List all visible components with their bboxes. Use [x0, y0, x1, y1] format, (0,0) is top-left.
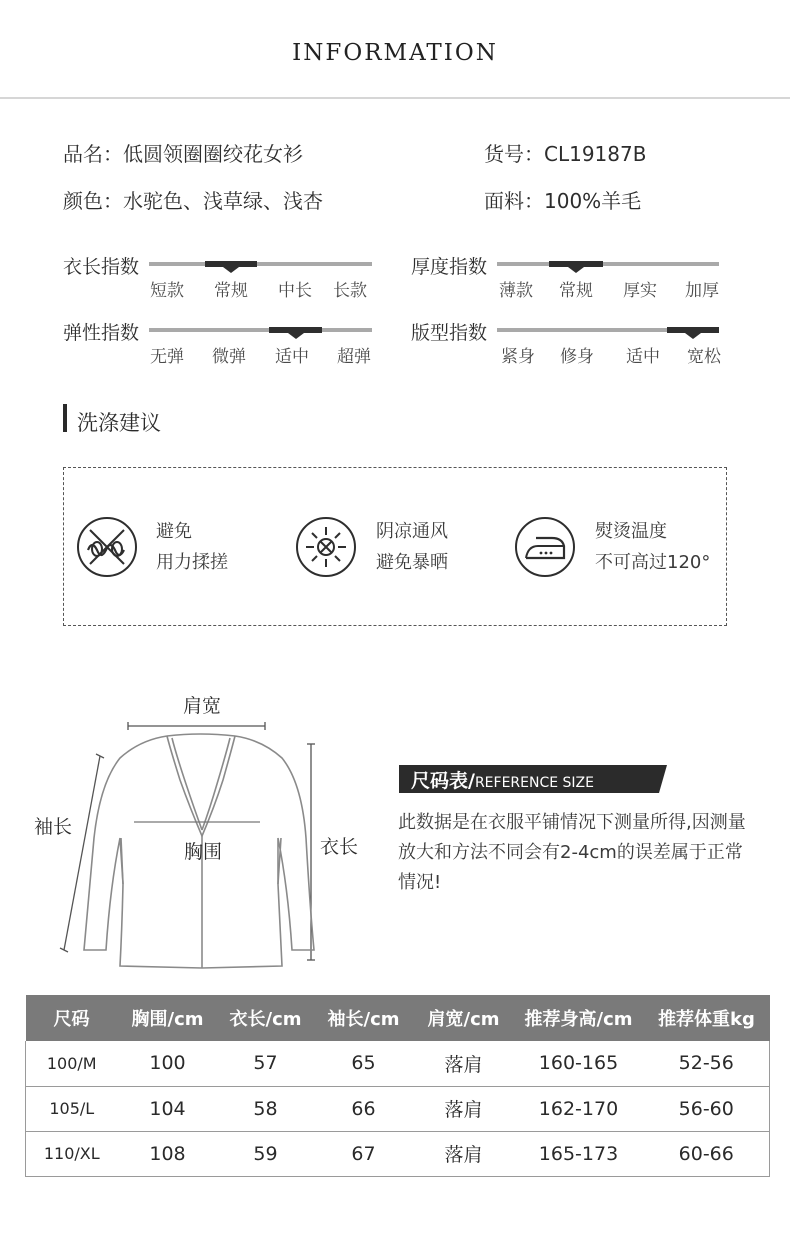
section-marker — [63, 404, 67, 432]
label-length: 衣长 — [320, 836, 359, 858]
label-sleeve: 袖长 — [34, 816, 73, 838]
scale-elasticity — [63, 318, 383, 368]
scale-option: 超弹 — [337, 347, 371, 367]
table-cell: 60-66 — [644, 1131, 770, 1176]
table-cell: 104 — [118, 1086, 218, 1131]
scale-marker — [549, 261, 603, 267]
scale-bar — [149, 328, 372, 332]
wash-tip — [595, 516, 710, 578]
scale-bar — [149, 262, 372, 266]
wash-tip — [156, 516, 228, 578]
table-cell: 58 — [218, 1086, 314, 1131]
table-header-cell: 尺码 — [26, 995, 118, 1041]
no-wring-icon — [76, 516, 138, 578]
table-row — [26, 1086, 770, 1131]
table-cell: 66 — [314, 1086, 414, 1131]
wash-tip-line: 熨烫温度 — [595, 521, 667, 542]
scale-label: 版型指数 — [411, 322, 488, 344]
scale-option: 微弹 — [212, 347, 246, 367]
scale-option: 紧身 — [501, 347, 535, 367]
label-shoulder: 肩宽 — [183, 695, 222, 717]
table-cell: 67 — [314, 1131, 414, 1176]
scale-option: 薄款 — [499, 281, 533, 301]
size-chart-title — [411, 766, 594, 793]
section-title-wash: 洗涤建议 — [77, 411, 161, 435]
scale-option: 修身 — [560, 347, 594, 367]
table-cell: 108 — [118, 1131, 218, 1176]
scale-option: 厚实 — [623, 281, 657, 301]
table-header-row — [26, 995, 770, 1041]
scale-option: 常规 — [559, 281, 593, 301]
scale-label: 衣长指数 — [63, 256, 140, 278]
table-cell: 100/M — [26, 1041, 118, 1086]
table-cell: 110/XL — [26, 1131, 118, 1176]
wash-tip-line: 避免 — [156, 521, 192, 542]
wash-tip — [376, 516, 448, 578]
wash-tip-line: 用力揉搓 — [156, 552, 228, 573]
size-chart-title-cn: 尺码表/ — [411, 770, 475, 792]
scale-marker — [667, 327, 719, 333]
scale-marker — [205, 261, 257, 267]
table-header-cell: 袖长/cm — [314, 995, 414, 1041]
scale-option: 常规 — [214, 281, 248, 301]
table-cell: 落肩 — [414, 1131, 514, 1176]
table-cell: 56-60 — [644, 1086, 770, 1131]
scale-option: 短款 — [150, 281, 184, 301]
scale-label: 厚度指数 — [411, 256, 488, 278]
table-cell: 165-173 — [514, 1131, 644, 1176]
table-header-cell: 推荐身高/cm — [514, 995, 644, 1041]
product-name: 品名：低圆领圈圈绞花女衫 — [63, 142, 303, 166]
size-table — [25, 995, 770, 1177]
table-row — [26, 1131, 770, 1176]
table-cell: 52-56 — [644, 1041, 770, 1086]
scale-option: 长款 — [333, 281, 367, 301]
wash-tip-line: 避免暴晒 — [376, 552, 448, 573]
scale-fit — [411, 318, 731, 368]
table-cell: 100 — [118, 1041, 218, 1086]
scale-option: 宽松 — [687, 347, 721, 367]
label-chest: 胸围 — [184, 841, 223, 863]
table-cell: 57 — [218, 1041, 314, 1086]
scale-option: 适中 — [275, 347, 309, 367]
scale-marker — [269, 327, 322, 333]
product-sku: 货号：CL19187B — [484, 142, 647, 166]
iron-icon — [514, 516, 576, 578]
table-header-cell: 胸围/cm — [118, 995, 218, 1041]
page-title: INFORMATION — [292, 40, 498, 66]
table-header-cell: 推荐体重kg — [644, 995, 770, 1041]
wash-tip-line: 阴凉通风 — [376, 521, 448, 542]
wash-tip-line: 不可高过120° — [595, 552, 711, 573]
size-chart-title-en: REFERENCE SIZE — [474, 775, 594, 791]
shade-dry-icon — [295, 516, 357, 578]
measurement-note: 此数据是在衣服平铺情况下测量所得,因测量放大和方法不同会有2-4cm的误差属于正常情况! — [398, 812, 746, 893]
scale-option: 适中 — [626, 347, 660, 367]
scale-option: 无弹 — [150, 347, 184, 367]
table-header-cell: 肩宽/cm — [414, 995, 514, 1041]
scale-thickness — [411, 252, 731, 302]
scale-label: 弹性指数 — [63, 322, 140, 344]
product-colors: 颜色：水驼色、浅草绿、浅杏 — [63, 189, 323, 213]
scale-option: 中长 — [278, 281, 312, 301]
table-cell: 105/L — [26, 1086, 118, 1131]
table-header-cell: 衣长/cm — [218, 995, 314, 1041]
scale-bar — [497, 328, 719, 332]
table-cell: 落肩 — [414, 1086, 514, 1131]
product-material: 面料：100%羊毛 — [484, 189, 642, 213]
scale-length — [63, 252, 383, 302]
header-divider — [0, 97, 790, 99]
table-cell: 162-170 — [514, 1086, 644, 1131]
table-row — [26, 1041, 770, 1086]
scale-option: 加厚 — [685, 281, 719, 301]
table-cell: 160-165 — [514, 1041, 644, 1086]
table-cell: 59 — [218, 1131, 314, 1176]
table-cell: 65 — [314, 1041, 414, 1086]
table-cell: 落肩 — [414, 1041, 514, 1086]
scale-bar — [497, 262, 719, 266]
